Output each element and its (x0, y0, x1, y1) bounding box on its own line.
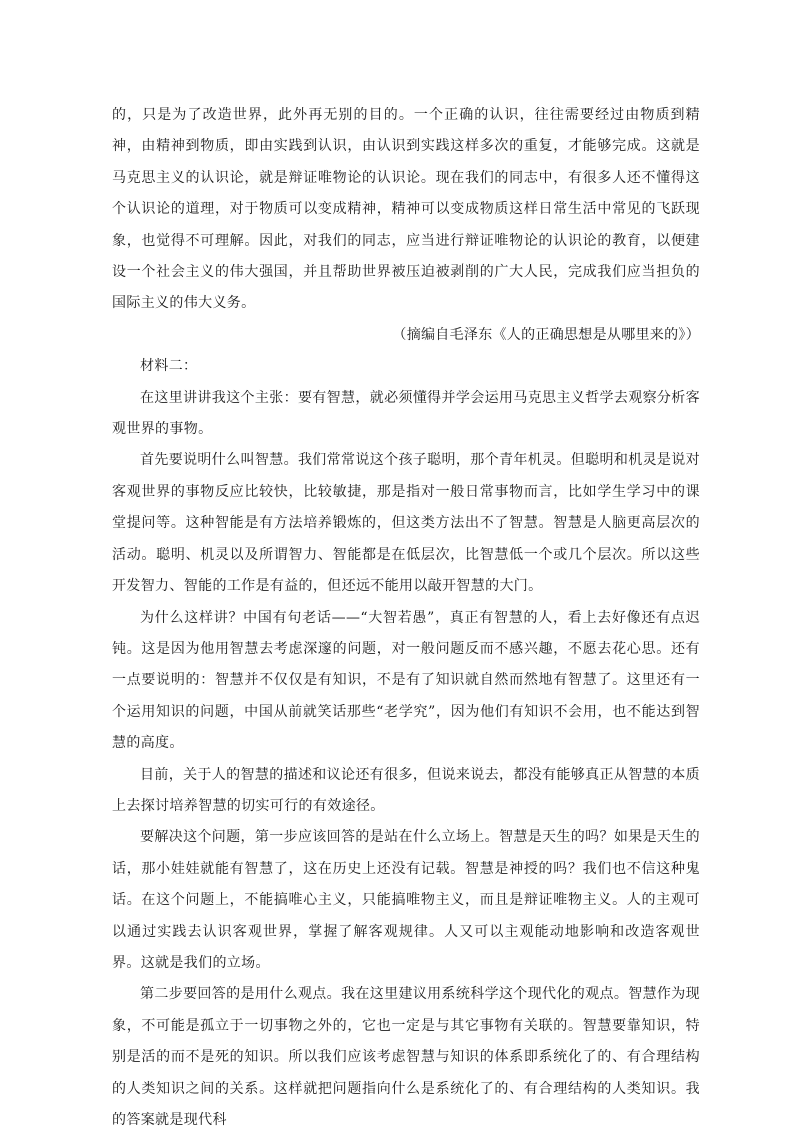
paragraph: 首先要说明什么叫智慧。我们常常说这个孩子聪明，那个青年机灵。但聪明和机灵是说对客观世界的事物反应比较快，比较敏捷，那是指对一般日常事物而言，比如学生学习中的课堂提问等。这种智能是有方法培养锻炼的，但这类方法出不了智慧。智慧是人脑更高层次的活动。聪明、机灵以及所谓智力、智能都是在低层次，比智慧低一个或几个层次。所以这些开发智力、智能的工作是有益的，但还远不能用以敲开智慧的大门。 (112, 452, 700, 595)
paragraph: 要解决这个问题，第一步应该回答的是站在什么立场上。智慧是天生的吗？如果是天生的话，那小娃娃就能有智慧了，这在历史上还没有记载。智慧是神授的吗？我们也不信这种鬼话。在这个问题上，不能搞唯心主义，只能搞唯物主义，而且是辩证唯物主义。人的主观可以通过实践去认识客观世界，掌握了解客观规律。人又可以主观能动地影响和改造客观世界。这就是我们的立场。 (112, 829, 700, 971)
paragraph: 在这里讲讲我这个主张：要有智慧，就必须懂得并学会运用马克思主义哲学去观察分析客观世界的事物。 (112, 389, 700, 438)
document-page (112, 100, 700, 1136)
source-citation: （摘编自毛泽东《人的正确思想是从哪里来的》） (392, 326, 700, 343)
paragraph: 为什么这样讲？中国有句老话——“大智若愚”，真正有智慧的人，看上去好像还有点迟钝。这是因为他用智慧去考虑深邃的问题，对一般问题反而不感兴趣，不愿去花心思。还有一点要说明的：智慧并不仅仅是有知识，不是有了知识就自然而然地有智慧了。这里还有一个运用知识的问题，中国从前就笑话那些“老学究”，因为他们有知识不会用，也不能达到智慧的高度。 (112, 609, 700, 752)
paragraph-continuation: 的，只是为了改造世界，此外再无别的目的。一个正确的认识，往往需要经过由物质到精神，由精神到物质，即由实践到认识，由认识到实践这样多次的重复，才能够完成。这就是马克思主义的认识论，就是辩证唯物论的认识论。现在我们的同志中，有很多人还不懂得这个认识论的道理，对于物质可以变成精神，精神可以变成物质这样日常生活中常见的飞跃现象，也觉得不可理解。因此，对我们的同志，应当进行辩证唯物论的认识论的教育，以便建设一个社会主义的伟大强国，并且帮助世界被压迫被剥削的广大人民，完成我们应当担负的国际主义的伟大义务。 (112, 107, 700, 312)
material-two-heading: 材料二： (140, 358, 198, 375)
paragraph: 第二步要回答的是用什么观点。我在这里建议用系统科学这个现代化的观点。智慧作为现象，不可能是孤立于一切事物之外的，它也一定是与其它事物有关联的。智慧要靠知识，特别是活的而不是死的知识。所以我们应该考虑智慧与知识的体系即系统化了的、有合理结构的人类知识之间的关系。这样就把问题指向什么是系统化了的、有合理结构的人类知识。我的答案就是现代科 (112, 986, 700, 1128)
paragraph: 目前，关于人的智慧的描述和议论还有很多，但说来说去，都没有能够真正从智慧的本质上去探讨培养智慧的切实可行的有效途径。 (112, 766, 700, 814)
